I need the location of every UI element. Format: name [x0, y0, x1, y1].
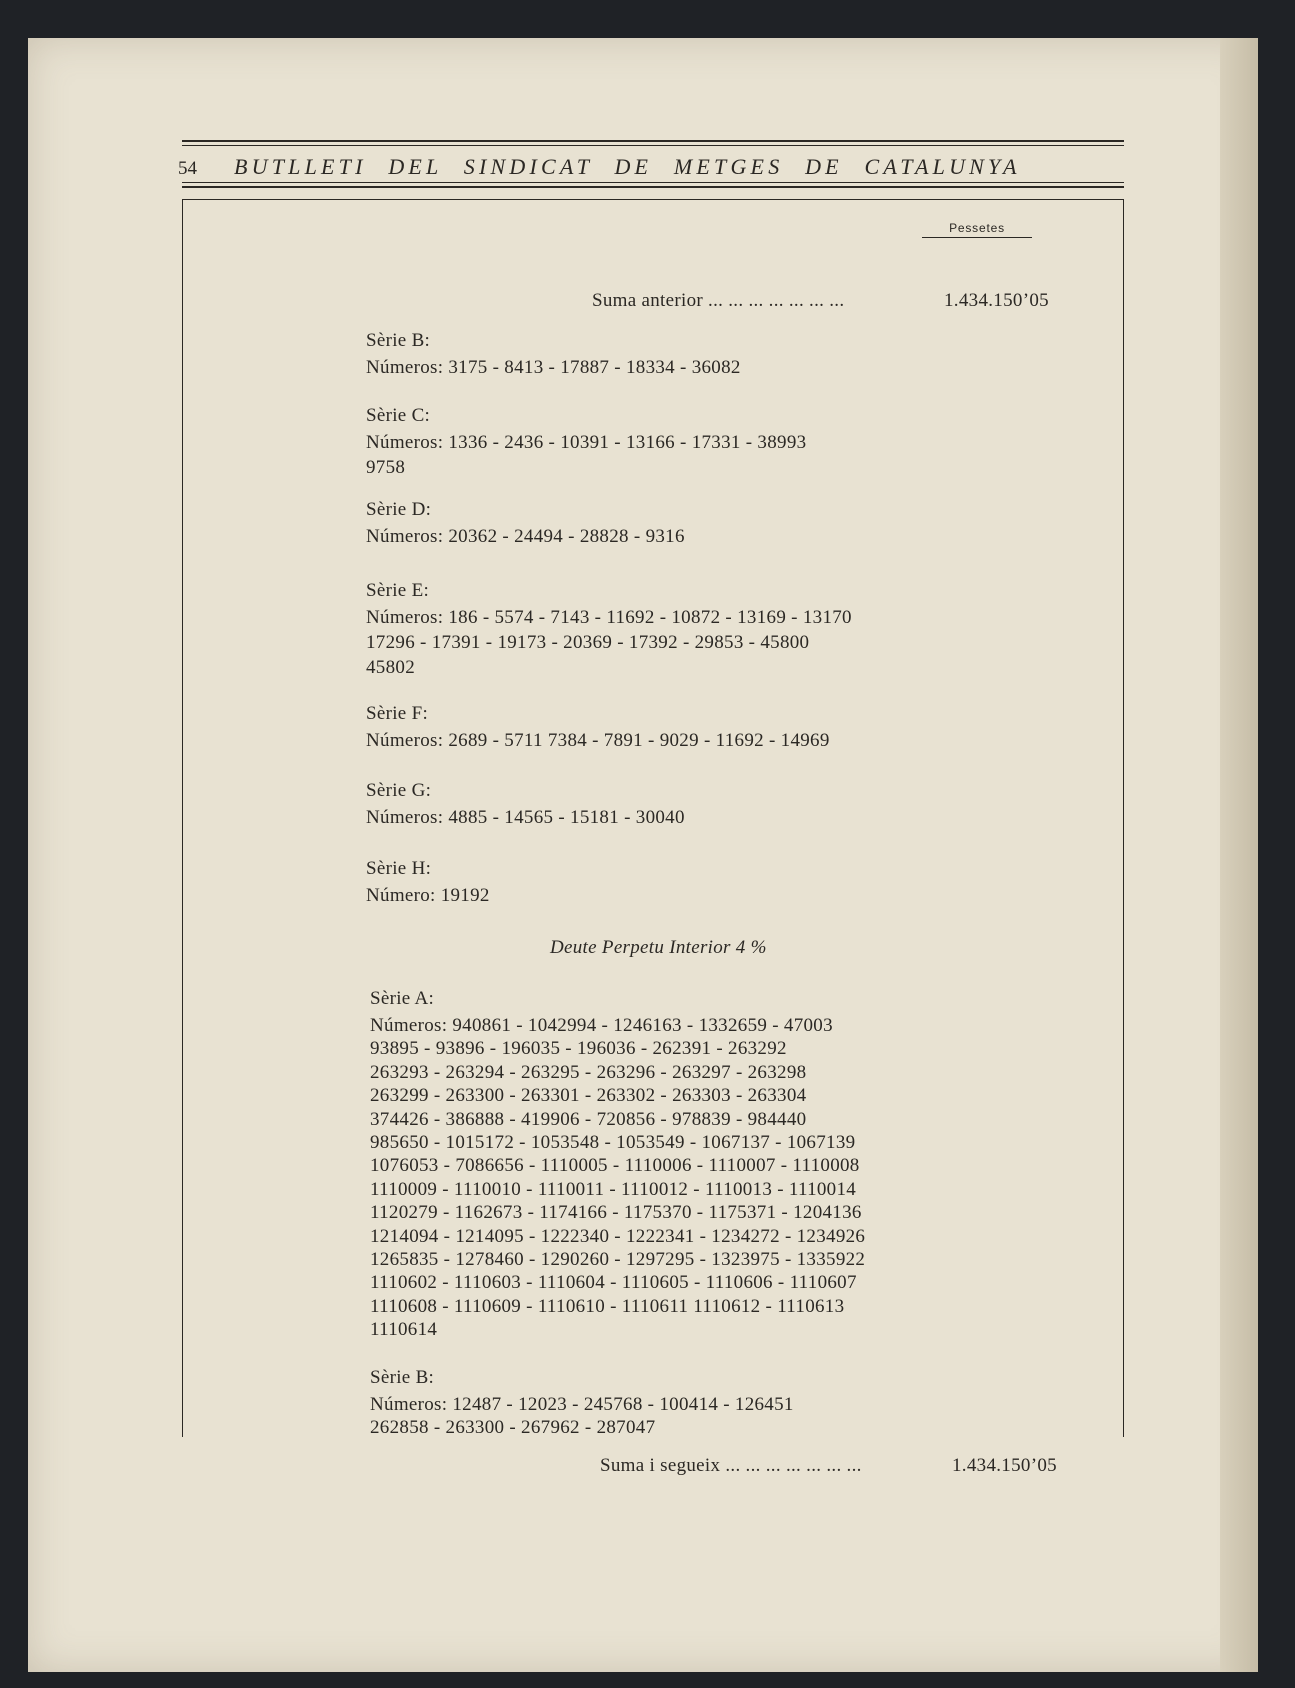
- header-rule-bottom: [182, 182, 1124, 183]
- journal-title: BUTLLETI DEL SINDICAT DE METGES DE CATALUNYA: [234, 154, 1021, 179]
- series-numbers-line: Números: 12487 - 12023 - 245768 - 100414 - 126451: [370, 1394, 794, 1415]
- series-numbers-line: 93895 - 93896 - 196035 - 196036 - 262391 - 263292: [370, 1038, 787, 1060]
- closing-sum-value: 1.434.150’05: [952, 1455, 1057, 1476]
- series-numbers-line: 1120279 - 1162673 - 1174166 - 1175370 - 1175371 - 1204136: [370, 1202, 862, 1224]
- series-numbers-line: 1110614: [370, 1319, 438, 1341]
- series-numbers-line: 1110009 - 1110010 - 1110011 - 1110012 - 1110013 - 1110014: [370, 1178, 857, 1200]
- series-label: Sèrie F:: [366, 703, 429, 724]
- series-numbers-line: 1110602 - 1110603 - 1110604 - 1110605 - 1110606 - 1110607: [370, 1272, 857, 1294]
- closing-sum-label: Suma i segueix ... ... ... ... ... ... ...: [600, 1455, 862, 1476]
- series-numbers-line: Número: 19192: [366, 885, 490, 906]
- series-numbers-line: Números: 940861 - 1042994 - 1246163 - 1332659 - 47003: [370, 1015, 833, 1036]
- series-numbers-line: Números: 3175 - 8413 - 17887 - 18334 - 36082: [366, 357, 741, 378]
- series-label: Sèrie A:: [370, 988, 435, 1009]
- header-rule-bottom-thick: [182, 186, 1124, 188]
- series-numbers-line: Números: 2689 - 5711 7384 - 7891 - 9029 - 11692 - 14969: [366, 730, 830, 751]
- series-numbers-line: 263299 - 263300 - 263301 - 263302 - 263303 - 263304: [370, 1085, 807, 1107]
- series-numbers-line: Números: 20362 - 24494 - 28828 - 9316: [366, 526, 685, 547]
- subheading-deute-perpetu: Deute Perpetu Interior 4 %: [550, 937, 767, 958]
- series-numbers-line: 1214094 - 1214095 - 1222340 - 1222341 - 1234272 - 1234926: [370, 1225, 866, 1247]
- running-header: [178, 154, 1128, 180]
- series-numbers-line: 45802: [366, 657, 415, 678]
- series-label: Sèrie H:: [366, 858, 432, 879]
- header-rule-top-thin: [182, 145, 1124, 146]
- series-numbers-line: 985650 - 1015172 - 1053548 - 1053549 - 1067137 - 1067139: [370, 1132, 856, 1153]
- series-label: Sèrie G:: [366, 780, 432, 801]
- series-numbers-line: 263293 - 263294 - 263295 - 263296 - 263297 - 263298: [370, 1061, 807, 1083]
- series-label: Sèrie B:: [370, 1367, 435, 1388]
- series-numbers-line: Números: 1336 - 2436 - 10391 - 13166 - 17331 - 38993: [366, 432, 807, 453]
- header-rule-top: [182, 140, 1124, 142]
- page-edge: [1220, 38, 1258, 1672]
- series-numbers-line: 1076053 - 7086656 - 1110005 - 1110006 - 1110007 - 1110008: [370, 1155, 860, 1177]
- series-label: Sèrie C:: [366, 405, 431, 426]
- page-number: 54: [178, 158, 197, 179]
- series-numbers-line: 17296 - 17391 - 19173 - 20369 - 17392 - 29853 - 45800: [366, 632, 810, 653]
- series-numbers-line: 1110608 - 1110609 - 1110610 - 1110611 1110612 - 1110613: [370, 1295, 845, 1317]
- series-numbers-line: 374426 - 386888 - 419906 - 720856 - 978839 - 984440: [370, 1108, 807, 1130]
- series-numbers-line: 1265835 - 1278460 - 1290260 - 1297295 - 1323975 - 1335922: [370, 1249, 866, 1270]
- opening-sum-value: 1.434.150’05: [944, 290, 1049, 311]
- series-label: Sèrie B:: [366, 330, 431, 351]
- series-label: Sèrie E:: [366, 580, 430, 601]
- series-numbers-line: Números: 4885 - 14565 - 15181 - 30040: [366, 807, 685, 828]
- series-numbers-line: 9758: [366, 457, 406, 478]
- opening-sum-label: Suma anterior ... ... ... ... ... ... ...: [592, 290, 845, 311]
- series-numbers-line: 262858 - 263300 - 267962 - 287047: [370, 1417, 656, 1439]
- series-label: Sèrie D:: [366, 499, 432, 520]
- column-heading-pessetes: Pessetes: [922, 221, 1032, 238]
- series-numbers-line: Números: 186 - 5574 - 7143 - 11692 - 10872 - 13169 - 13170: [366, 607, 852, 628]
